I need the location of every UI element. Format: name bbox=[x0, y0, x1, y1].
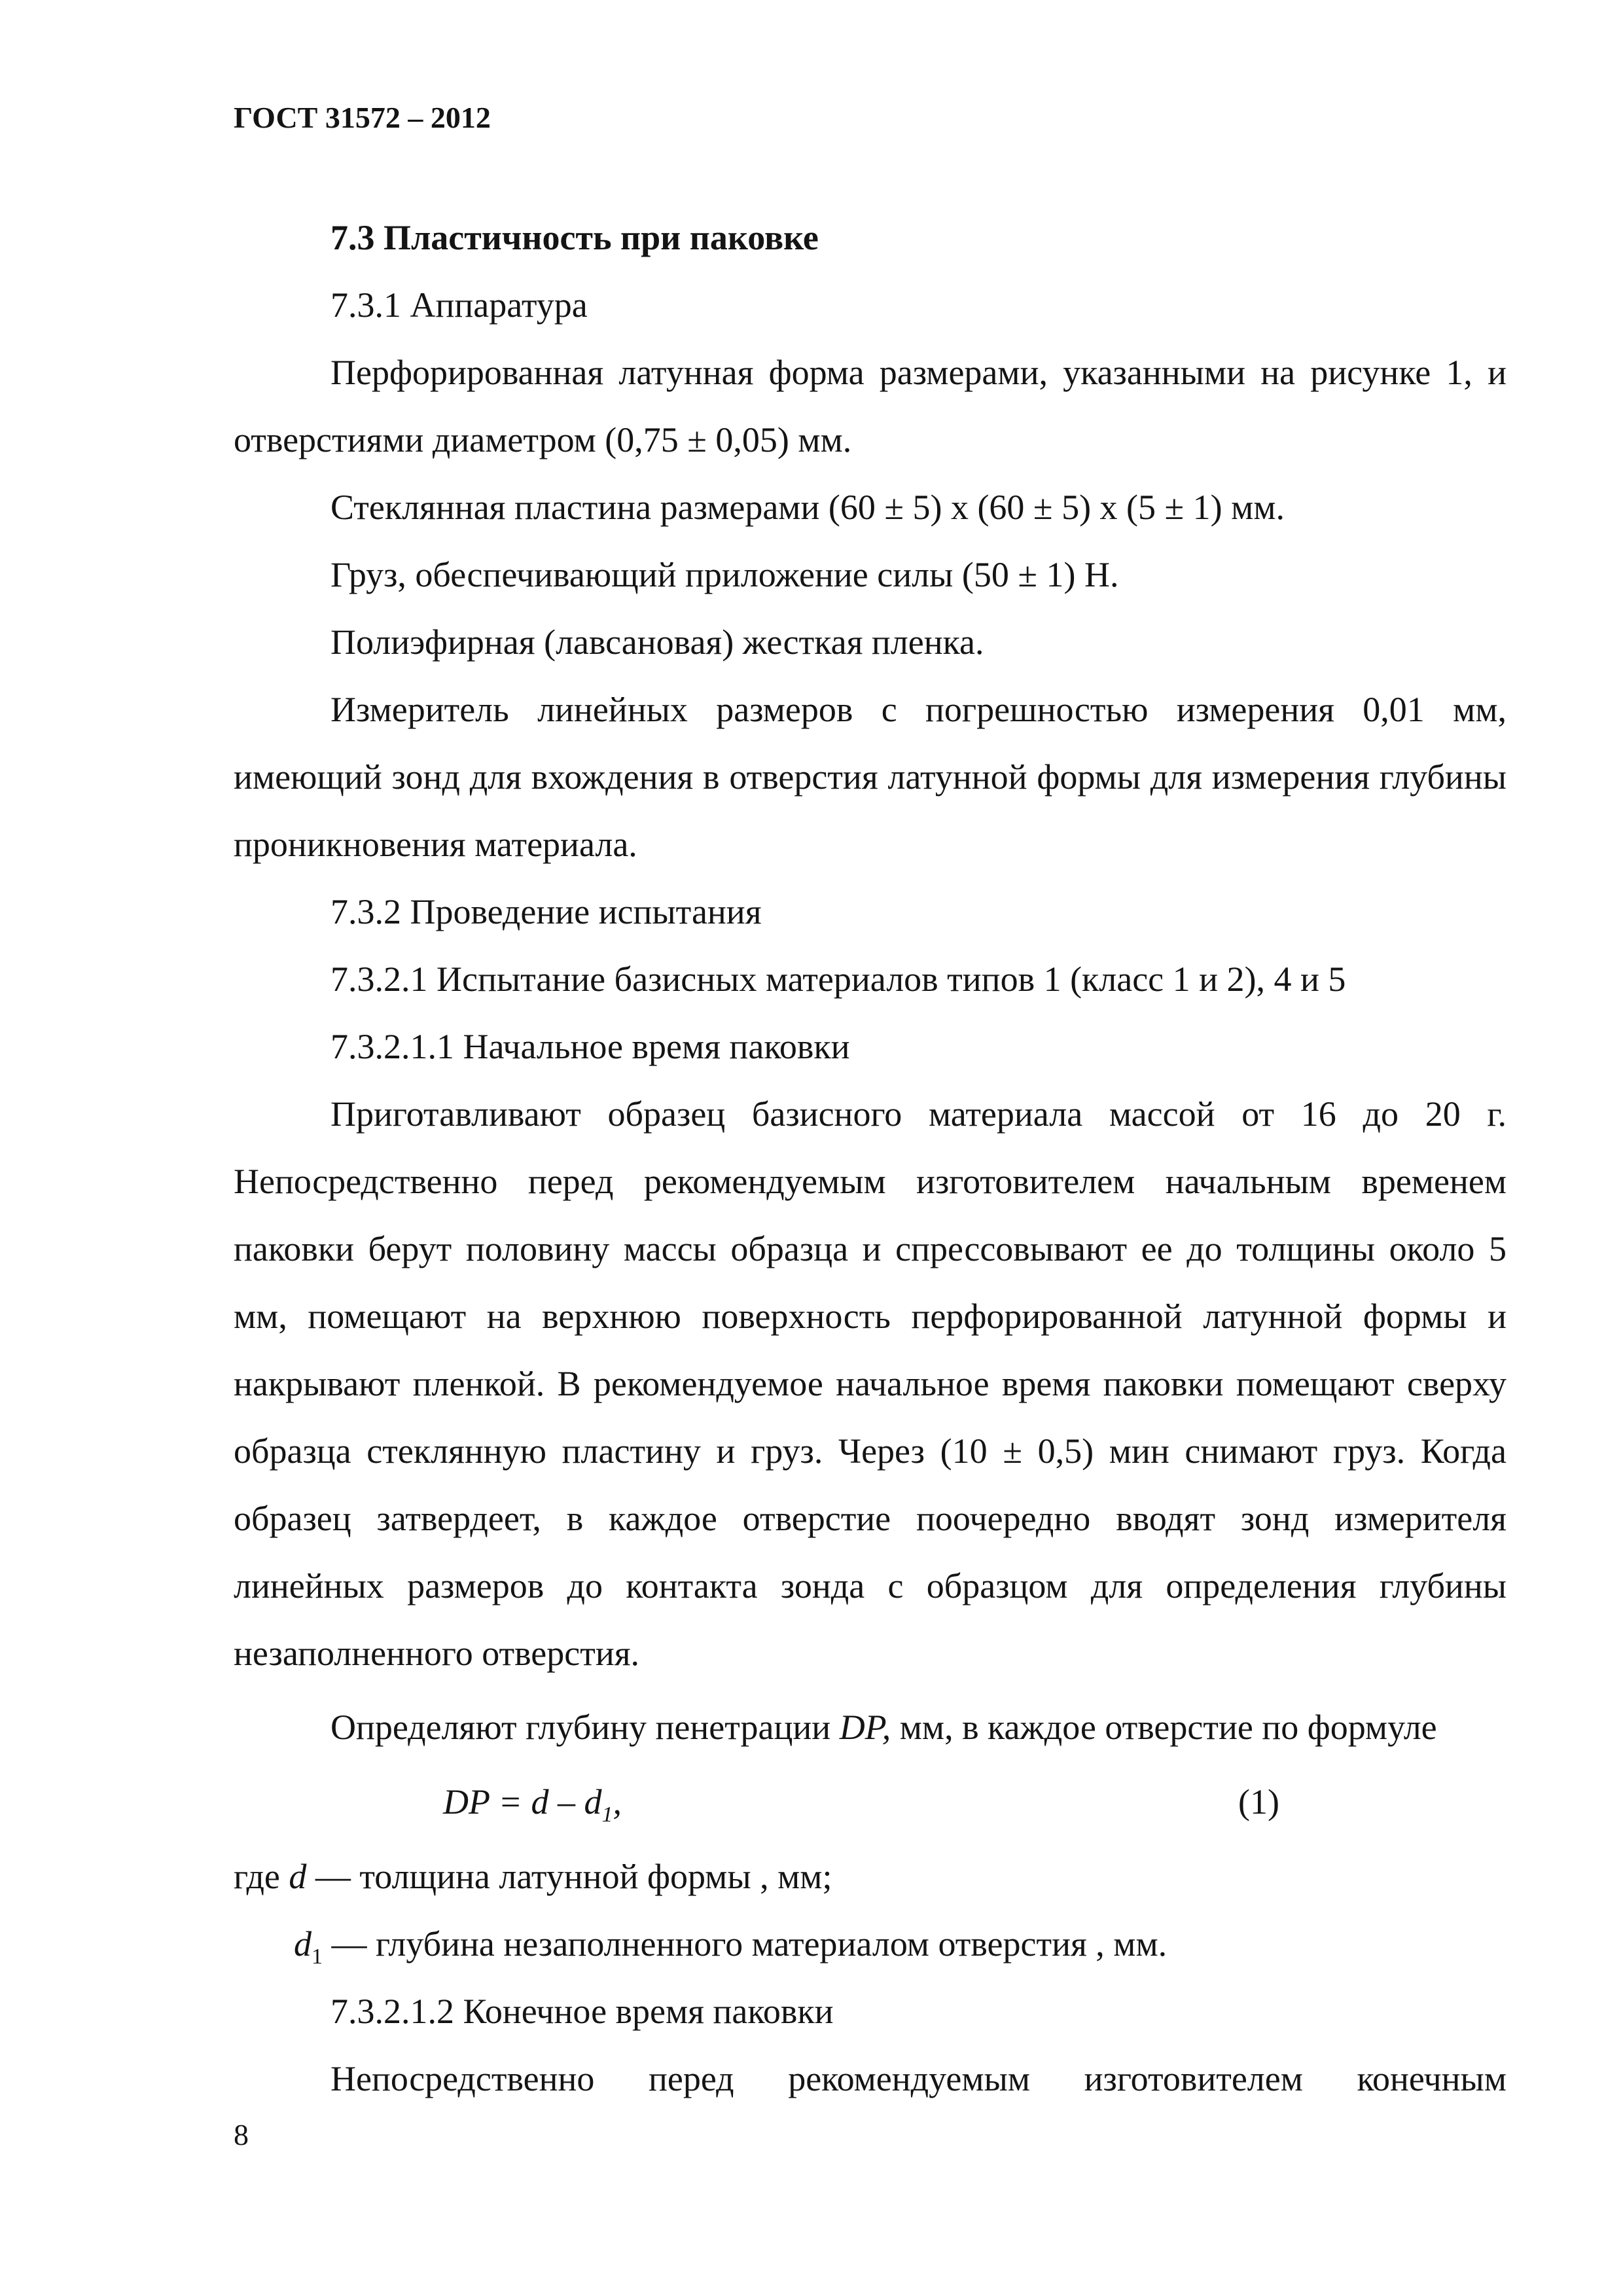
page-number: 8 bbox=[234, 2118, 249, 2151]
formula-d: d bbox=[531, 1782, 549, 1821]
final-time-paragraph: Непосредственно перед рекомендуемым изготовителем конечным bbox=[330, 2059, 1507, 2098]
apparatus-item-gauge: Измеритель линейных размеров с погрешностью измерения 0,01 мм, имеющий зонд для вхождения в отверстия латунной формы для измерения глубины проникновения материала. bbox=[234, 690, 1507, 864]
formula-number: (1) bbox=[1238, 1782, 1279, 1821]
section-heading: 7.3 Пластичность при паковке bbox=[330, 218, 819, 257]
document-header: ГОСТ 31572 – 2012 bbox=[234, 101, 491, 134]
penetration-symbol: DP, bbox=[839, 1708, 891, 1747]
where-d-symbol: d bbox=[289, 1857, 307, 1896]
penetration-intro-before: Определяют глубину пенетрации bbox=[330, 1708, 840, 1747]
where-d-definition bbox=[234, 1843, 1507, 1910]
apparatus-item-weight: Груз, обеспечивающий приложение силы (50 ± 1) Н. bbox=[330, 555, 1119, 594]
final-time-heading: 7.3.2.1.2 Конечное время паковки bbox=[330, 1992, 834, 2031]
where-d-text: — толщина латунной формы , мм; bbox=[306, 1857, 832, 1896]
document-body bbox=[234, 204, 1507, 2113]
formula-minus: – bbox=[548, 1782, 584, 1821]
formula-lhs: DP bbox=[443, 1782, 490, 1821]
initial-time-paragraph: Приготавливают образец базисного материала массой от 16 до 20 г. Непосредственно перед рекомендуемым изготовителем начальным временем паковки берут половину массы образца и спрессовывают ее до толщины около 5 мм, помещают на верхнюю поверхность перфорированной латунной формы и накрывают пленкой. В рекомендуемое начальное время паковки помещают сверху образца стеклянную пластину и груз. Через (10 ± 0,5) мин снимают груз. Когда образец затвердеет, в каждое отверстие поочередно вводят зонд измерителя линейных размеров до контакта зонда с образцом для определения глубины незаполненного отверстия. bbox=[234, 1094, 1507, 1673]
apparatus-heading: 7.3.1 Аппаратура bbox=[330, 285, 588, 325]
where-d1-definition bbox=[234, 1910, 1507, 1978]
formula-expression bbox=[443, 1761, 622, 1843]
penetration-intro-paragraph bbox=[234, 1694, 1507, 1761]
formula-d1-subscript: 1 bbox=[601, 1802, 613, 1827]
subtest-heading: 7.3.2.1 Испытание базисных материалов типов 1 (класс 1 и 2), 4 и 5 bbox=[330, 960, 1346, 999]
test-heading: 7.3.2 Проведение испытания bbox=[330, 892, 762, 931]
formula-trailing-comma: , bbox=[613, 1782, 622, 1821]
where-d1-symbol: d bbox=[294, 1924, 312, 1964]
formula-row bbox=[234, 1761, 1507, 1843]
apparatus-item-brass-mold: Перфорированная латунная форма размерами, указанными на рисунке 1, и отверстиями диаметром (0,75 ± 0,05) мм. bbox=[234, 353, 1507, 459]
apparatus-item-glass-plate: Стеклянная пластина размерами (60 ± 5) х (60 ± 5) х (5 ± 1) мм. bbox=[330, 488, 1285, 527]
formula-d1: d bbox=[584, 1782, 602, 1821]
initial-time-heading: 7.3.2.1.1 Начальное время паковки bbox=[330, 1027, 850, 1066]
formula-equals: = bbox=[490, 1782, 531, 1821]
where-d1-text: — глубина незаполненного материалом отверстия , мм. bbox=[323, 1924, 1168, 1964]
apparatus-item-film: Полиэфирная (лавсановая) жесткая пленка. bbox=[330, 622, 984, 662]
where-prefix: где bbox=[234, 1857, 289, 1896]
penetration-intro-after: мм, в каждое отверстие по формуле bbox=[891, 1708, 1437, 1747]
where-d1-subscript: 1 bbox=[312, 1944, 323, 1969]
